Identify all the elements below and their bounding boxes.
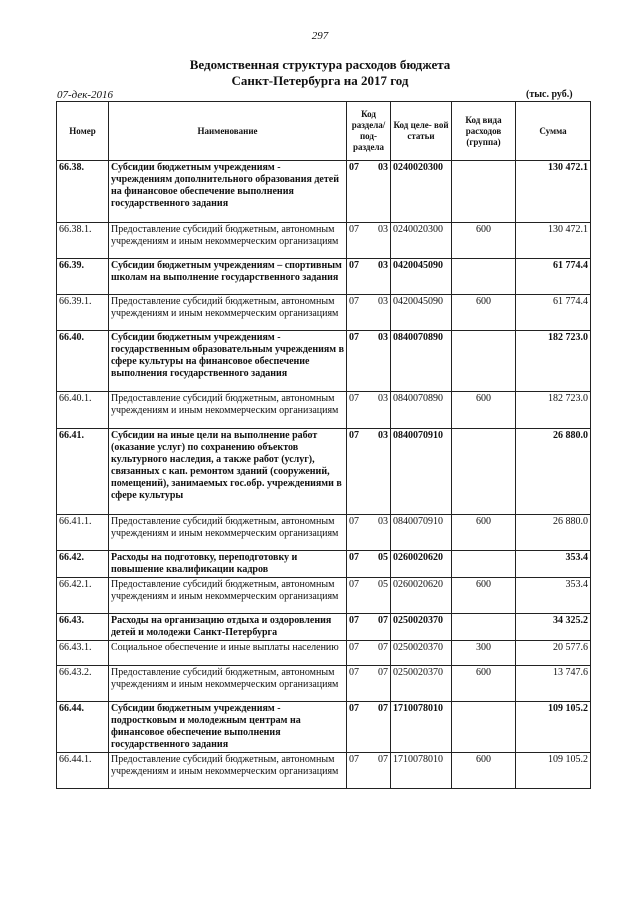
row-subsection: 03: [369, 161, 391, 223]
row-number: 66.38.1.: [57, 223, 109, 259]
table-row: [57, 331, 591, 392]
row-number: 66.43.1.: [57, 641, 109, 666]
header-section-code: Код раздела/ под- раздела: [347, 102, 391, 161]
row-expense-type: 300: [452, 641, 516, 666]
row-section: 07: [347, 614, 369, 641]
row-section: 07: [347, 429, 369, 515]
row-number: 66.44.1.: [57, 753, 109, 789]
row-subsection: 03: [369, 259, 391, 295]
header-name: Наименование: [109, 102, 347, 161]
row-name: Субсидии бюджетным учреждениям - учреждениям дополнительного образования детей на финансовое обеспечение выполнения государственного задания: [109, 161, 347, 223]
table-row: [57, 295, 591, 331]
header-amount: Сумма: [516, 102, 591, 161]
table-row: [57, 551, 591, 578]
row-section: 07: [347, 578, 369, 614]
title-line-1: Ведомственная структура расходов бюджета: [189, 57, 451, 72]
row-subsection: 03: [369, 392, 391, 429]
row-amount: 20 577.6: [516, 641, 591, 666]
row-target-code: 0240020300: [391, 223, 452, 259]
table-row: [57, 578, 591, 614]
row-subsection: 05: [369, 578, 391, 614]
row-expense-type: [452, 161, 516, 223]
row-number: 66.44.: [57, 702, 109, 753]
table-row: [57, 429, 591, 515]
row-name: Предоставление субсидий бюджетным, автономным учреждениям и иным некоммерческим организациям: [109, 753, 347, 789]
row-subsection: 03: [369, 429, 391, 515]
row-expense-type: 600: [452, 392, 516, 429]
row-number: 66.42.1.: [57, 578, 109, 614]
row-target-code: 0420045090: [391, 295, 452, 331]
row-target-code: 0840070890: [391, 331, 452, 392]
row-number: 66.40.1.: [57, 392, 109, 429]
row-amount: 109 105.2: [516, 702, 591, 753]
row-subsection: 07: [369, 614, 391, 641]
row-number: 66.41.: [57, 429, 109, 515]
table-row: [57, 161, 591, 223]
row-expense-type: 600: [452, 295, 516, 331]
row-target-code: 1710078010: [391, 753, 452, 789]
row-amount: 61 774.4: [516, 295, 591, 331]
row-target-code: 0260020620: [391, 578, 452, 614]
row-amount: 26 880.0: [516, 515, 591, 551]
row-number: 66.40.: [57, 331, 109, 392]
row-target-code: 0250020370: [391, 666, 452, 702]
row-name: Расходы на организацию отдыха и оздоровления детей и молодежи Санкт-Петербурга: [109, 614, 347, 641]
row-number: 66.39.1.: [57, 295, 109, 331]
row-name: Предоставление субсидий бюджетным, автономным учреждениям и иным некоммерческим организациям: [109, 578, 347, 614]
budget-table: [56, 101, 591, 789]
row-name: Предоставление субсидий бюджетным, автономным учреждениям и иным некоммерческим организациям: [109, 392, 347, 429]
row-name: Социальное обеспечение и иные выплаты населению: [109, 641, 347, 666]
row-expense-type: [452, 551, 516, 578]
row-expense-type: 600: [452, 753, 516, 789]
row-section: 07: [347, 666, 369, 702]
row-target-code: 0840070890: [391, 392, 452, 429]
row-expense-type: [452, 429, 516, 515]
row-section: 07: [347, 392, 369, 429]
row-subsection: 07: [369, 702, 391, 753]
page-number: 297: [311, 30, 329, 42]
row-expense-type: 600: [452, 515, 516, 551]
row-target-code: 0840070910: [391, 429, 452, 515]
row-target-code: 0840070910: [391, 515, 452, 551]
page-title: [0, 57, 640, 89]
row-expense-type: 600: [452, 666, 516, 702]
table-row: [57, 753, 591, 789]
row-number: 66.38.: [57, 161, 109, 223]
header-number: Номер: [57, 102, 109, 161]
header-expense-type: Код вида расходов (группа): [452, 102, 516, 161]
row-expense-type: 600: [452, 578, 516, 614]
table-row: [57, 392, 591, 429]
table-row: [57, 666, 591, 702]
row-amount: 130 472.1: [516, 223, 591, 259]
row-subsection: 03: [369, 515, 391, 551]
row-target-code: 0250020370: [391, 614, 452, 641]
row-target-code: 0240020300: [391, 161, 452, 223]
row-subsection: 03: [369, 223, 391, 259]
table-row: [57, 641, 591, 666]
row-subsection: 07: [369, 641, 391, 666]
table-row: [57, 614, 591, 641]
row-name: Субсидии бюджетным учреждениям - подростковым и молодежным центрам на финансовое обеспечение выполнения государственного задания: [109, 702, 347, 753]
row-section: 07: [347, 702, 369, 753]
units-label: (тыс. руб.): [526, 89, 573, 100]
row-number: 66.39.: [57, 259, 109, 295]
row-subsection: 07: [369, 753, 391, 789]
row-section: 07: [347, 331, 369, 392]
row-name: Субсидии на иные цели на выполнение работ (оказание услуг) по сохранению объектов культурного наследия, а также работ (услуг), связанных с кап. ремонтом зданий (сооружений, помещений), занимаемых гос.обр. учреждениями в сфере культуры: [109, 429, 347, 515]
row-target-code: 1710078010: [391, 702, 452, 753]
row-subsection: 03: [369, 331, 391, 392]
row-target-code: 0260020620: [391, 551, 452, 578]
row-subsection: 05: [369, 551, 391, 578]
row-expense-type: 600: [452, 223, 516, 259]
row-section: 07: [347, 515, 369, 551]
table-row: [57, 259, 591, 295]
row-section: 07: [347, 551, 369, 578]
header-row: [57, 102, 591, 161]
row-amount: 109 105.2: [516, 753, 591, 789]
row-subsection: 07: [369, 666, 391, 702]
row-section: 07: [347, 753, 369, 789]
row-target-code: 0420045090: [391, 259, 452, 295]
row-amount: 26 880.0: [516, 429, 591, 515]
title-line-2: Санкт-Петербурга на 2017 год: [231, 73, 409, 88]
row-name: Предоставление субсидий бюджетным, автономным учреждениям и иным некоммерческим организациям: [109, 666, 347, 702]
row-amount: 34 325.2: [516, 614, 591, 641]
row-name: Предоставление субсидий бюджетным, автономным учреждениям и иным некоммерческим организациям: [109, 223, 347, 259]
row-expense-type: [452, 259, 516, 295]
row-amount: 353.4: [516, 551, 591, 578]
row-section: 07: [347, 259, 369, 295]
table-row: [57, 702, 591, 753]
row-number: 66.41.1.: [57, 515, 109, 551]
row-name: Предоставление субсидий бюджетным, автономным учреждениям и иным некоммерческим организациям: [109, 515, 347, 551]
row-expense-type: [452, 614, 516, 641]
row-number: 66.43.: [57, 614, 109, 641]
row-name: Расходы на подготовку, переподготовку и повышение квалификации кадров: [109, 551, 347, 578]
document-date: 07-дек-2016: [57, 89, 114, 101]
row-section: 07: [347, 223, 369, 259]
row-section: 07: [347, 641, 369, 666]
row-amount: 61 774.4: [516, 259, 591, 295]
row-section: 07: [347, 161, 369, 223]
row-expense-type: [452, 702, 516, 753]
row-number: 66.43.2.: [57, 666, 109, 702]
table-row: [57, 223, 591, 259]
row-name: Предоставление субсидий бюджетным, автономным учреждениям и иным некоммерческим организациям: [109, 295, 347, 331]
row-subsection: 03: [369, 295, 391, 331]
table-row: [57, 515, 591, 551]
row-section: 07: [347, 295, 369, 331]
row-amount: 182 723.0: [516, 331, 591, 392]
row-amount: 353.4: [516, 578, 591, 614]
row-amount: 13 747.6: [516, 666, 591, 702]
row-amount: 182 723.0: [516, 392, 591, 429]
row-name: Субсидии бюджетным учреждениям – спортивным школам на выполнение государственного задания: [109, 259, 347, 295]
row-target-code: 0250020370: [391, 641, 452, 666]
header-target-code: Код целе- вой статьи: [391, 102, 452, 161]
row-expense-type: [452, 331, 516, 392]
row-name: Субсидии бюджетным учреждениям - государственным образовательным учреждениям в сфере культуры на финансовое обеспечение выполнения государственного задания: [109, 331, 347, 392]
row-number: 66.42.: [57, 551, 109, 578]
row-amount: 130 472.1: [516, 161, 591, 223]
